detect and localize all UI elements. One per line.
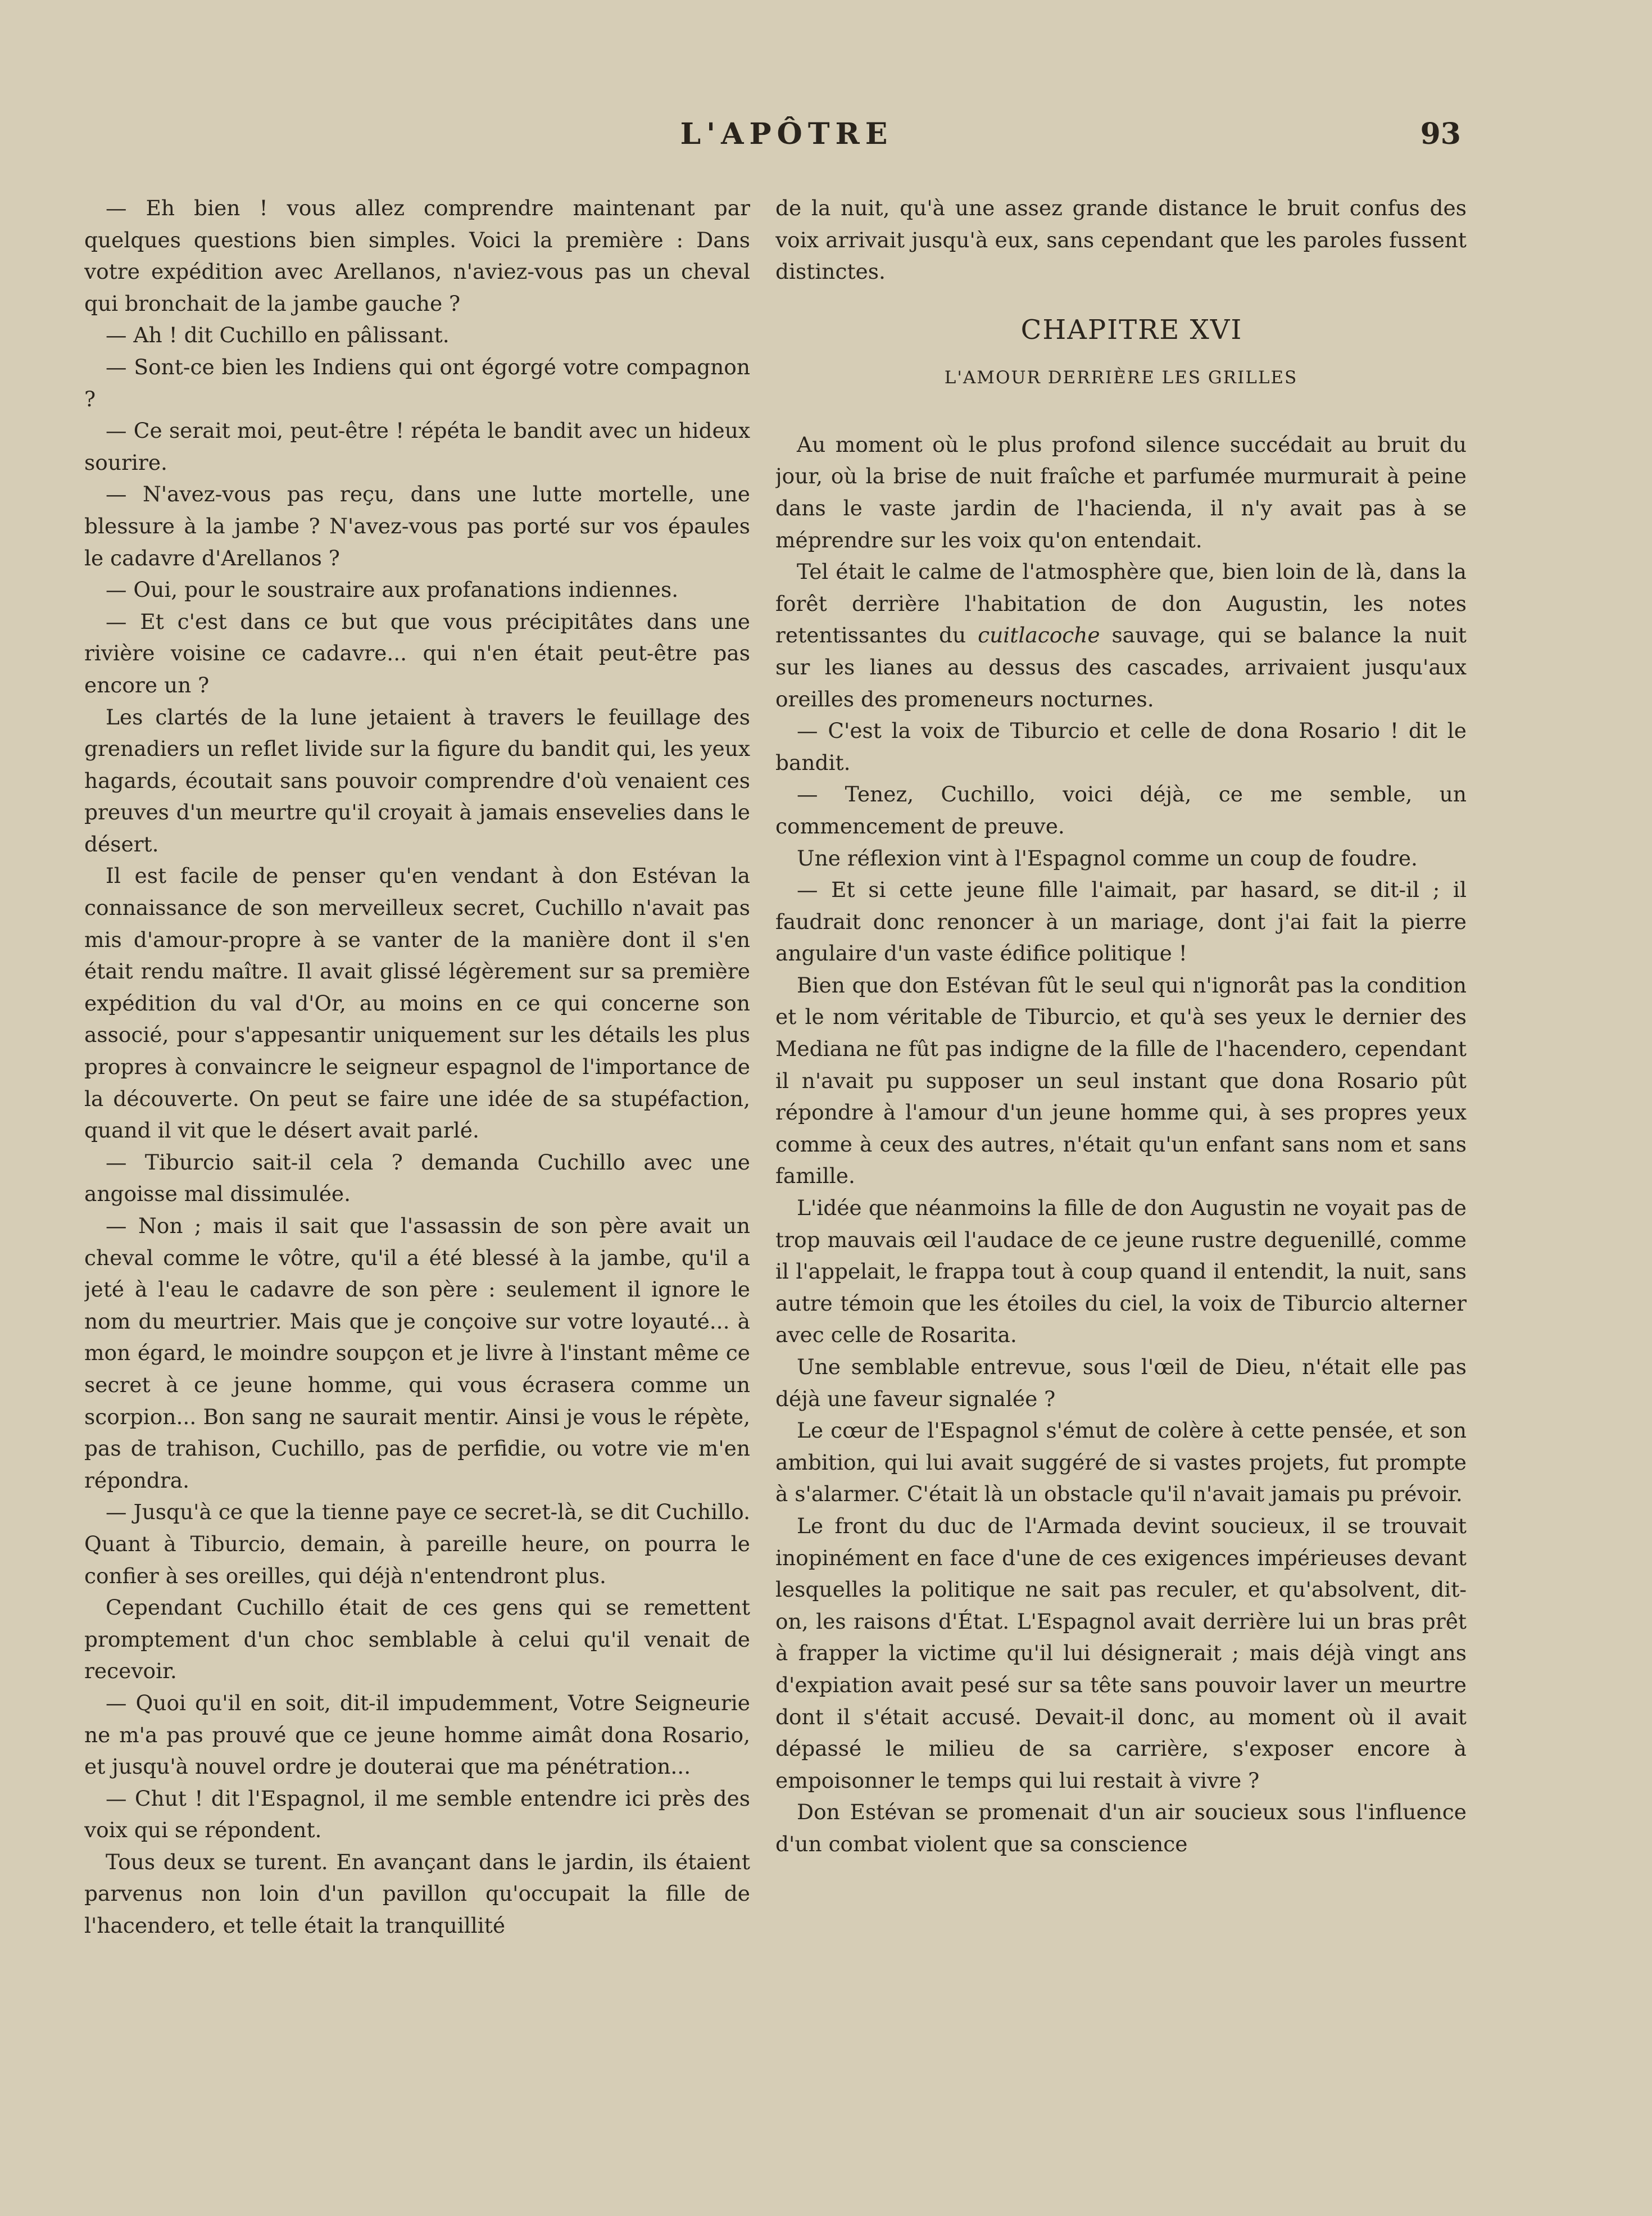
paragraph: — Ah ! dit Cuchillo en pâlissant. bbox=[106, 323, 450, 348]
paragraph: — Sont-ce bien les Indiens qui ont égorgé votre compagnon ? bbox=[84, 354, 750, 411]
paragraph: — Jusqu'à ce que la tienne paye ce secret-là, se dit Cuchillo. Quant à Tiburcio, demain, à pareille heure, on pourra le confier à ses oreilles, qui déjà n'entendront plus. bbox=[84, 1499, 750, 1588]
paragraph: Il est facile de penser qu'en vendant à don Estévan la connaissance de son merveilleux secret, Cuchillo n'avait pas mis d'amour-propre à se vanter de la manière dont il s'en était rendu maître. Il avait glissé légèrement sur sa première expédition du val d'Or, au moins en ce qui concerne son associé, pour s'appesantir uniquement sur les détails les plus propres à convaincre le seigneur espagnol de l'importance de la découverte. On peut se faire une idée de sa stupéfaction, quand il vit que le désert avait parlé. bbox=[84, 863, 750, 1143]
chapter-subtitle: L'AMOUR DERRIÈRE LES GRILLES bbox=[944, 367, 1298, 388]
page-number: 93 bbox=[1420, 117, 1461, 151]
left-column bbox=[84, 192, 750, 2170]
paragraph: Tous deux se turent. En avançant dans le jardin, ils étaient parvenus non loin d'un pavillon qu'occupait la fille de l'hacendero, et telle était la tranquillité bbox=[84, 1849, 750, 1938]
paragraph: Le front du duc de l'Armada devint soucieux, il se trouvait inopinément en face d'une de ces exigences impérieuses devant lesquelles la politique ne sait pas reculer, et qu'absolvent, dit-on, les raisons d'État. L'Espagnol avait derrière lui un bras prêt à frapper la victime qu'il lui désignerait ; mais déjà vingt ans d'expiation avait pesé sur sa tête sans pouvoir laver un meurtre dont il s'était accusé. Devait-il donc, au moment où il avait dépassé le milieu de sa carrière, s'exposer encore à empoisonner le temps qui lui restait à vivre ? bbox=[775, 1513, 1467, 1793]
paragraph: Le cœur de l'Espagnol s'émut de colère à cette pensée, et son ambition, qui lui avait suggéré de si vastes projets, fut prompte à s'alarmer. C'était là un obstacle qu'il n'avait jamais pu prévoir. bbox=[775, 1418, 1467, 1507]
paragraph: — C'est la voix de Tiburcio et celle de dona Rosario ! dit le bandit. bbox=[775, 718, 1467, 775]
chapter-title: CHAPITRE XVI bbox=[1020, 314, 1243, 346]
paragraph: — Et si cette jeune fille l'aimait, par hasard, se dit-il ; il faudrait donc renoncer à un mariage, dont j'ai fait la pierre angulaire d'un vaste édifice politique ! bbox=[775, 877, 1467, 966]
paragraph: Cependant Cuchillo était de ces gens qui se remettent promptement d'un choc semblable à celui qu'il venait de recevoir. bbox=[84, 1595, 750, 1684]
paragraph: Au moment où le plus profond silence succédait au bruit du jour, où la brise de nuit fraîche et parfumée murmurait à peine dans le vaste jardin de l'hacienda, il n'y avait pas à se méprendre sur les voix qu'on entendait. bbox=[775, 432, 1467, 552]
paragraph: — Quoi qu'il en soit, dit-il impudemment, Votre Seigneurie ne m'a pas prouvé que ce jeune homme aimât dona Rosario, et jusqu'à nouvel ordre je douterai que ma pénétration... bbox=[84, 1690, 750, 1779]
paragraph: — Non ; mais il sait que l'assassin de son père avait un cheval comme le vôtre, qu'il a été blessé à la jambe, qu'il a jeté à l'eau le cadavre de son père : seulement il ignore le nom du meurtrier. Mais que je conçoive sur votre loyauté... à mon égard, le moindre soupçon et je livre à l'instant même ce secret à ce jeune homme, qui vous écrasera comme un scorpion... Bon sang ne saurait mentir. Ainsi je vous le répète, pas de trahison, Cuchillo, pas de perfidie, ou votre vie m'en répondra. bbox=[84, 1213, 750, 1493]
running-title: L'APÔTRE bbox=[680, 117, 893, 151]
paragraph: — N'avez-vous pas reçu, dans une lutte mortelle, une blessure à la jambe ? N'avez-vous pas porté sur vos épaules le cadavre d'Arellanos ? bbox=[84, 482, 750, 570]
paragraph: Une semblable entrevue, sous l'œil de Dieu, n'était elle pas déjà une faveur signalée ? bbox=[775, 1354, 1467, 1411]
paragraph: Don Estévan se promenait d'un air soucieux sous l'influence d'un combat violent que sa conscience bbox=[775, 1800, 1467, 1856]
paragraph-continuation: de la nuit, qu'à une assez grande distance le bruit confus des voix arrivait jusqu'à eux, sans cependant que les paroles fussent distinctes. bbox=[775, 196, 1467, 284]
paragraph: — Eh bien ! vous allez comprendre maintenant par quelques questions bien simples. Voici la première : Dans votre expédition avec Arellanos, n'aviez-vous pas un cheval qui bronchait de la jambe gauche ? bbox=[84, 196, 750, 316]
italic-word: cuitlacoche bbox=[978, 623, 1100, 648]
paragraph: — Tiburcio sait-il cela ? demanda Cuchillo avec une angoisse mal dissimulée. bbox=[84, 1149, 750, 1207]
running-head bbox=[0, 117, 1652, 162]
paragraph: Une réflexion vint à l'Espagnol comme un coup de foudre. bbox=[797, 845, 1418, 871]
paragraph: L'idée que néanmoins la fille de don Augustin ne voyait pas de trop mauvais œil l'audace de ce jeune rustre deguenillé, comme il l'appelait, le frappa tout à coup quand il entendit, la nuit, sans autre témoin que les étoiles du ciel, la voix de Tiburcio alterner avec celle de Rosarita. bbox=[775, 1195, 1467, 1348]
paragraph: Les clartés de la lune jetaient à travers le feuillage des grenadiers un reflet livide sur la figure du bandit qui, les yeux hagards, écoutait sans pouvoir comprendre d'où venaient ces preuves d'un meurtre qu'il croyait à jamais ensevelies dans le désert. bbox=[84, 704, 750, 857]
right-column bbox=[775, 192, 1467, 2170]
paragraph bbox=[775, 556, 1467, 715]
paragraph: — Et c'est dans ce but que vous précipitâtes dans une rivière voisine ce cadavre... qui n'en était peut-être pas encore un ? bbox=[84, 609, 750, 697]
paragraph: — Ce serait moi, peut-être ! répéta le bandit avec un hideux sourire. bbox=[84, 418, 750, 475]
paragraph: — Oui, pour le soustraire aux profanations indiennes. bbox=[106, 577, 679, 602]
text-run: sauvage, qui se balance la nuit sur les lianes au dessus des cascades, arrivaient jusqu'aux oreilles des promeneurs nocturnes. bbox=[775, 623, 1467, 712]
paragraph: — Tenez, Cuchillo, voici déjà, ce me semble, un commencement de preuve. bbox=[775, 782, 1467, 839]
paragraph: Bien que don Estévan fût le seul qui n'ignorât pas la condition et le nom véritable de Tiburcio, et qu'à ses yeux le dernier des Mediana ne fût pas indigne de la fille de l'hacendero, cependant il n'avait pu supposer un seul instant que dona Rosario pût répondre à l'amour d'un jeune homme qui, à ses propres yeux comme à ceux des autres, n'était qu'un enfant sans nom et sans famille. bbox=[775, 972, 1467, 1189]
paragraph: — Chut ! dit l'Espagnol, il me semble entendre ici près des voix qui se répondent. bbox=[84, 1786, 750, 1843]
text-run: Tel était le calme de l'atmosphère que, bien loin de là, dans la forêt derrière l'habitation de don Augustin, les notes retentissantes du bbox=[775, 559, 1467, 648]
